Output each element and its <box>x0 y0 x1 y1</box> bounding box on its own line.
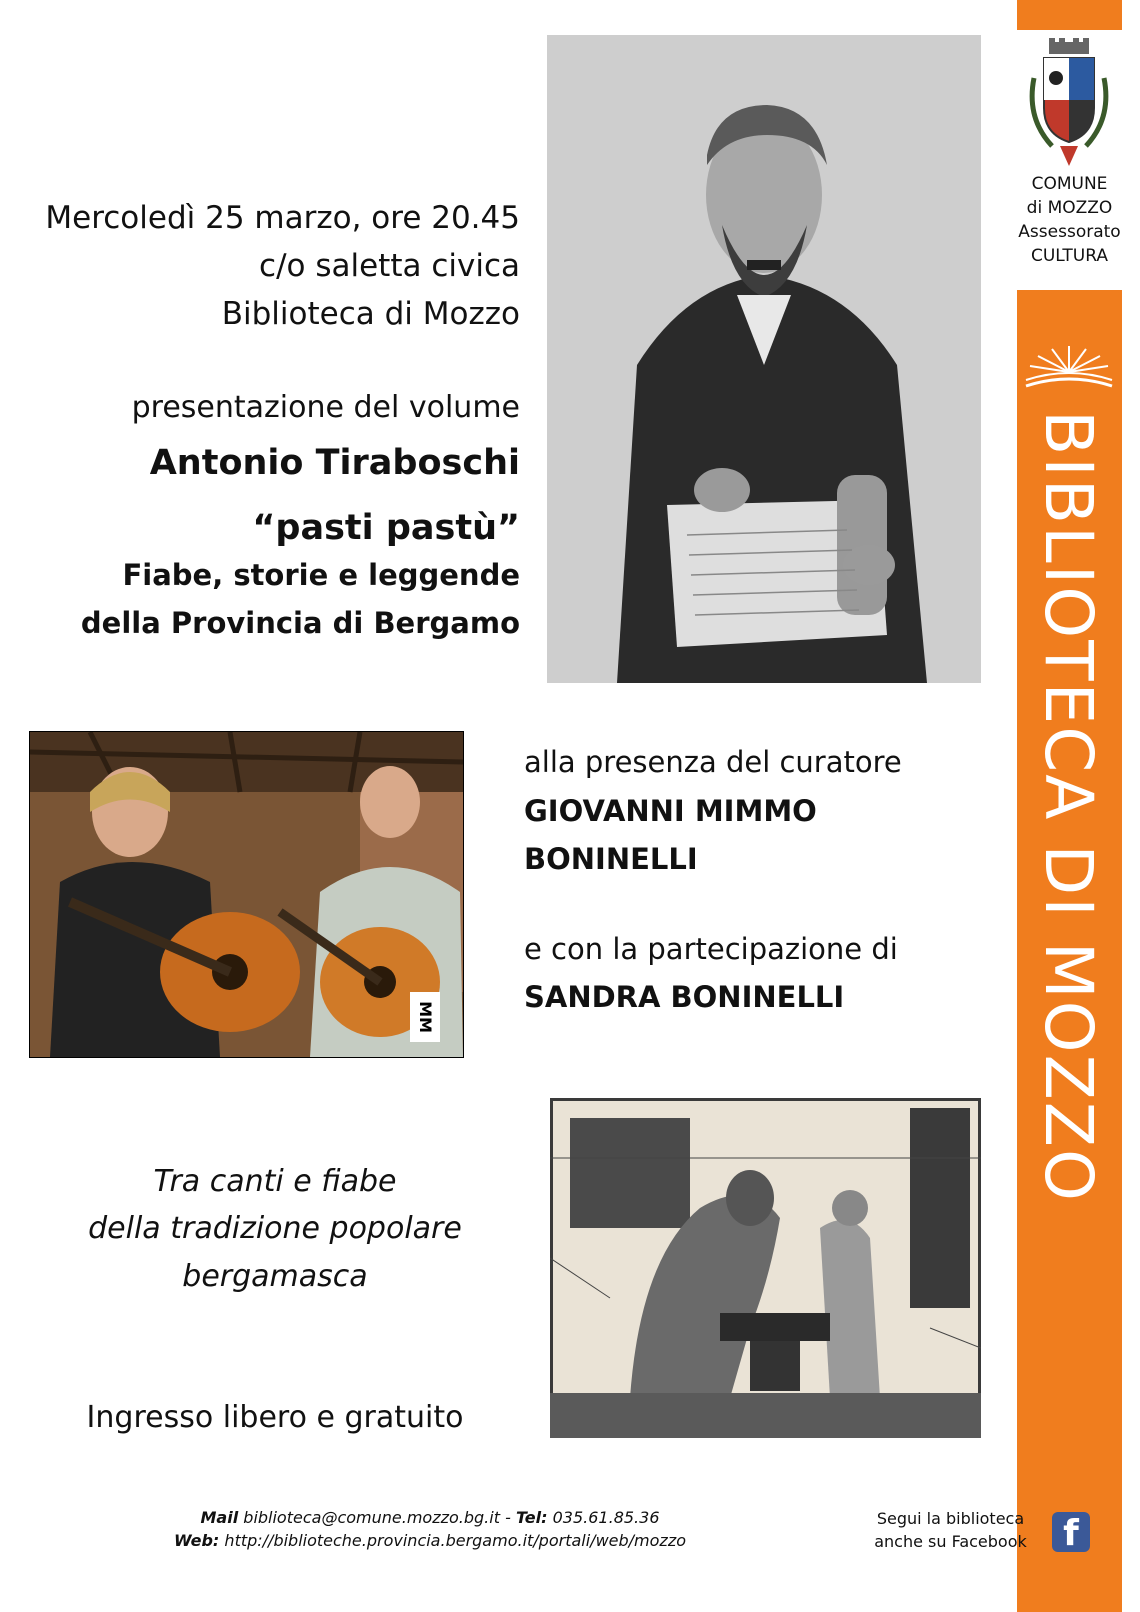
comune-line: COMUNE <box>1031 174 1108 194</box>
contact-line: Mail biblioteca@comune.mozzo.bg.it - Tel: 035.61.85.36 <box>200 1508 660 1527</box>
web-link[interactable]: http://biblioteche.provincia.bergamo.it/portali/web/mozzo <box>224 1531 686 1550</box>
comune-line: Assessorato <box>1018 222 1121 242</box>
event-venue: Biblioteca di Mozzo <box>221 296 520 332</box>
free-entry-note: Ingresso libero e gratuito <box>86 1400 464 1435</box>
event-date: Mercoledì 25 marzo, ore 20.45 <box>45 200 520 236</box>
mail-label: Mail <box>200 1508 239 1527</box>
band-title-text: BIBLIOTECA DI MOZZO <box>1030 410 1107 1203</box>
curator-intro: alla presenza del curatore <box>524 745 902 779</box>
photo-watermark: MM <box>416 1001 435 1033</box>
comune-line: di MOZZO <box>1026 198 1113 218</box>
presentation-intro: presentazione del volume <box>131 390 520 425</box>
book-subtitle: della Provincia di Bergamo <box>80 606 520 640</box>
facebook-icon[interactable]: f <box>1052 1512 1090 1552</box>
library-logo-icon <box>1022 342 1116 388</box>
tel-label: Tel: <box>515 1508 548 1527</box>
orange-band-top <box>1017 0 1122 30</box>
web-label: Web: <box>174 1531 220 1550</box>
facebook-text: anche su Facebook <box>874 1532 1027 1551</box>
participant-name: SANDRA BONINELLI <box>524 980 845 1014</box>
comune-crest-icon <box>1022 38 1116 168</box>
book-author: Antonio Tiraboschi <box>149 443 520 483</box>
web-line <box>120 1530 740 1552</box>
curator-name: GIOVANNI MIMMO <box>524 794 817 828</box>
portrait-image <box>547 35 981 683</box>
mail-link[interactable]: biblioteca@comune.mozzo.bg.it <box>243 1508 500 1527</box>
tagline: della tradizione popolare <box>88 1211 462 1246</box>
event-place: c/o saletta civica <box>259 248 520 284</box>
engraving-image <box>550 1098 981 1438</box>
tagline: bergamasca <box>182 1259 368 1294</box>
facebook-text: Segui la biblioteca <box>876 1509 1025 1528</box>
book-subtitle: Fiabe, storie e leggende <box>122 558 520 592</box>
curator-surname: BONINELLI <box>524 842 698 876</box>
tel-value: 035.61.85.36 <box>552 1508 660 1527</box>
comune-line: CULTURA <box>1030 246 1109 266</box>
participant-intro: e con la partecipazione di <box>524 932 898 966</box>
comune-label <box>1012 172 1127 268</box>
band-title <box>1017 410 1122 1410</box>
tagline: Tra canti e fiabe <box>153 1164 397 1199</box>
guitarists-photo <box>29 731 464 1058</box>
book-title: “pasti pastù” <box>252 508 520 548</box>
